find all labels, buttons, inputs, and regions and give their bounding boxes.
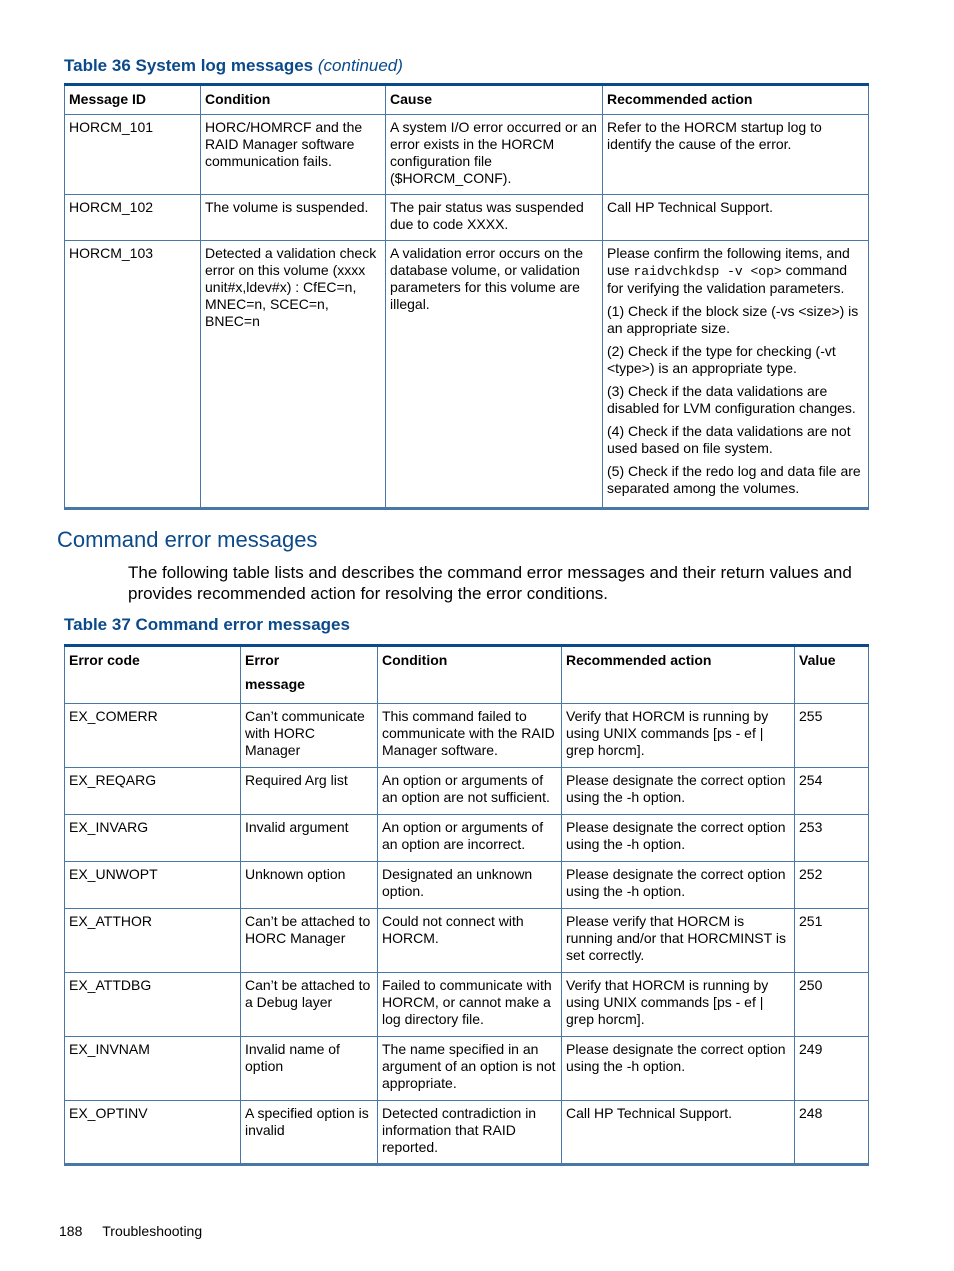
page-number: 188: [59, 1223, 83, 1239]
error-message-cell: Unknown option: [241, 862, 378, 909]
error-code-cell: EX_UNWOPT: [65, 862, 241, 909]
command-code: raidvchkdsp -v <op>: [633, 264, 782, 279]
condition-cell: An option or arguments of an option are incorrect.: [378, 815, 562, 862]
header-condition: Condition: [378, 646, 562, 704]
action-step-2: (2) Check if the type for checking (-vt <type>) is an appropriate type.: [607, 343, 836, 376]
action-cell: Please designate the correct option using the -h option.: [562, 768, 795, 815]
condition-cell: The volume is suspended.: [201, 195, 386, 241]
header-value: Value: [795, 646, 869, 704]
value-cell: 254: [795, 768, 869, 815]
header-recommended-action: Recommended action: [562, 646, 795, 704]
action-cell: Call HP Technical Support.: [603, 195, 869, 241]
action-cell: Verify that HORCM is running by using UNIX commands [ps - ef | grep horcm].: [562, 704, 795, 768]
cause-cell: A system I/O error occurred or an error exists in the HORCM configuration file ($HORCM_CONF).: [386, 115, 603, 195]
table-row: [65, 1037, 869, 1101]
table-row: [65, 195, 869, 241]
action-cell: Verify that HORCM is running by using UNIX commands [ps - ef | grep horcm].: [562, 973, 795, 1037]
condition-cell: Detected a validation check error on this volume (xxxx unit#x,ldev#x) : CfEC=n, MNEC=n, SCEC=n, BNEC=n: [201, 241, 386, 509]
action-step-1: (1) Check if the block size (-vs <size>) is an appropriate size.: [607, 303, 859, 336]
error-message-cell: Can’t be attached to HORC Manager: [241, 909, 378, 973]
message-id-cell: HORCM_103: [65, 241, 201, 509]
page-footer: [59, 1223, 202, 1239]
table-36-caption-text: Table 36 System log messages: [64, 56, 314, 75]
action-cell: [603, 241, 869, 509]
header-error-code: Error code: [65, 646, 241, 704]
value-cell: 248: [795, 1101, 869, 1165]
value-cell: 253: [795, 815, 869, 862]
table-row: [65, 1101, 869, 1165]
condition-cell: HORC/HOMRCF and the RAID Manager software communication fails.: [201, 115, 386, 195]
message-id-cell: HORCM_101: [65, 115, 201, 195]
action-cell: Please verify that HORCM is running and/or that HORCMINST is set correctly.: [562, 909, 795, 973]
value-cell: 255: [795, 704, 869, 768]
header-recommended-action: Recommended action: [603, 85, 869, 115]
message-id-cell: HORCM_102: [65, 195, 201, 241]
section-intro: The following table lists and describes the command error messages and their return values and provides recommended action for resolving the error conditions.: [128, 563, 852, 603]
value-cell: 249: [795, 1037, 869, 1101]
action-step-3: (3) Check if the data validations are disabled for LVM configuration changes.: [607, 383, 856, 416]
cause-cell: The pair status was suspended due to code XXXX.: [386, 195, 603, 241]
action-intro-text-end: command for verifying the validation parameters.: [607, 262, 848, 296]
error-code-cell: EX_INVNAM: [65, 1037, 241, 1101]
condition-cell: An option or arguments of an option are not sufficient.: [378, 768, 562, 815]
error-message-cell: Can’t be attached to a Debug layer: [241, 973, 378, 1037]
table-row: [65, 768, 869, 815]
value-cell: 250: [795, 973, 869, 1037]
header-error-message-line2: message: [245, 676, 305, 692]
cause-cell: A validation error occurs on the database volume, or validation parameters for this volume are illegal.: [386, 241, 603, 509]
table-header-row: [65, 646, 869, 704]
condition-cell: Designated an unknown option.: [378, 862, 562, 909]
table-row: [65, 115, 869, 195]
error-code-cell: EX_OPTINV: [65, 1101, 241, 1165]
error-code-cell: EX_REQARG: [65, 768, 241, 815]
error-message-cell: Invalid name of option: [241, 1037, 378, 1101]
action-cell: Call HP Technical Support.: [562, 1101, 795, 1165]
section-title: Command error messages: [57, 527, 318, 552]
error-code-cell: EX_ATTHOR: [65, 909, 241, 973]
action-intro: [607, 245, 864, 297]
error-message-cell: A specified option is invalid: [241, 1101, 378, 1165]
action-cell: Please designate the correct option using the -h option.: [562, 815, 795, 862]
action-step-4: (4) Check if the data validations are not used based on file system.: [607, 423, 851, 456]
value-cell: 252: [795, 862, 869, 909]
header-cause: Cause: [386, 85, 603, 115]
table-36-caption-continued: (continued): [317, 56, 403, 75]
header-error-message-line1: Error: [245, 652, 280, 668]
command-error-messages-table: [64, 644, 869, 1166]
table-36-caption: [64, 56, 403, 76]
table-row: [65, 815, 869, 862]
table-37-caption: Table 37 Command error messages: [64, 615, 350, 634]
condition-cell: Detected contradiction in information that RAID reported.: [378, 1101, 562, 1165]
table-row: [65, 241, 869, 509]
action-step-5: (5) Check if the redo log and data file are separated among the volumes.: [607, 463, 861, 496]
system-log-messages-table: [64, 83, 869, 510]
action-intro-text: Please confirm the following items, and use: [607, 245, 850, 278]
value-cell: 251: [795, 909, 869, 973]
header-condition: Condition: [201, 85, 386, 115]
error-message-cell: Invalid argument: [241, 815, 378, 862]
error-code-cell: EX_INVARG: [65, 815, 241, 862]
table-row: [65, 862, 869, 909]
action-cell: Refer to the HORCM startup log to identify the cause of the error.: [603, 115, 869, 195]
action-cell: Please designate the correct option using the -h option.: [562, 862, 795, 909]
error-message-cell: Can’t communicate with HORC Manager: [241, 704, 378, 768]
condition-cell: This command failed to communicate with the RAID Manager software.: [378, 704, 562, 768]
header-message-id: Message ID: [65, 85, 201, 115]
header-error-message: [241, 646, 378, 704]
error-code-cell: EX_ATTDBG: [65, 973, 241, 1037]
error-message-cell: Required Arg list: [241, 768, 378, 815]
condition-cell: The name specified in an argument of an option is not appropriate.: [378, 1037, 562, 1101]
table-row: [65, 704, 869, 768]
error-code-cell: EX_COMERR: [65, 704, 241, 768]
table-header-row: [65, 85, 869, 115]
condition-cell: Failed to communicate with HORCM, or cannot make a log directory file.: [378, 973, 562, 1037]
footer-section-name: Troubleshooting: [102, 1223, 203, 1239]
action-cell: Please designate the correct option using the -h option.: [562, 1037, 795, 1101]
table-row: [65, 909, 869, 973]
table-row: [65, 973, 869, 1037]
condition-cell: Could not connect with HORCM.: [378, 909, 562, 973]
